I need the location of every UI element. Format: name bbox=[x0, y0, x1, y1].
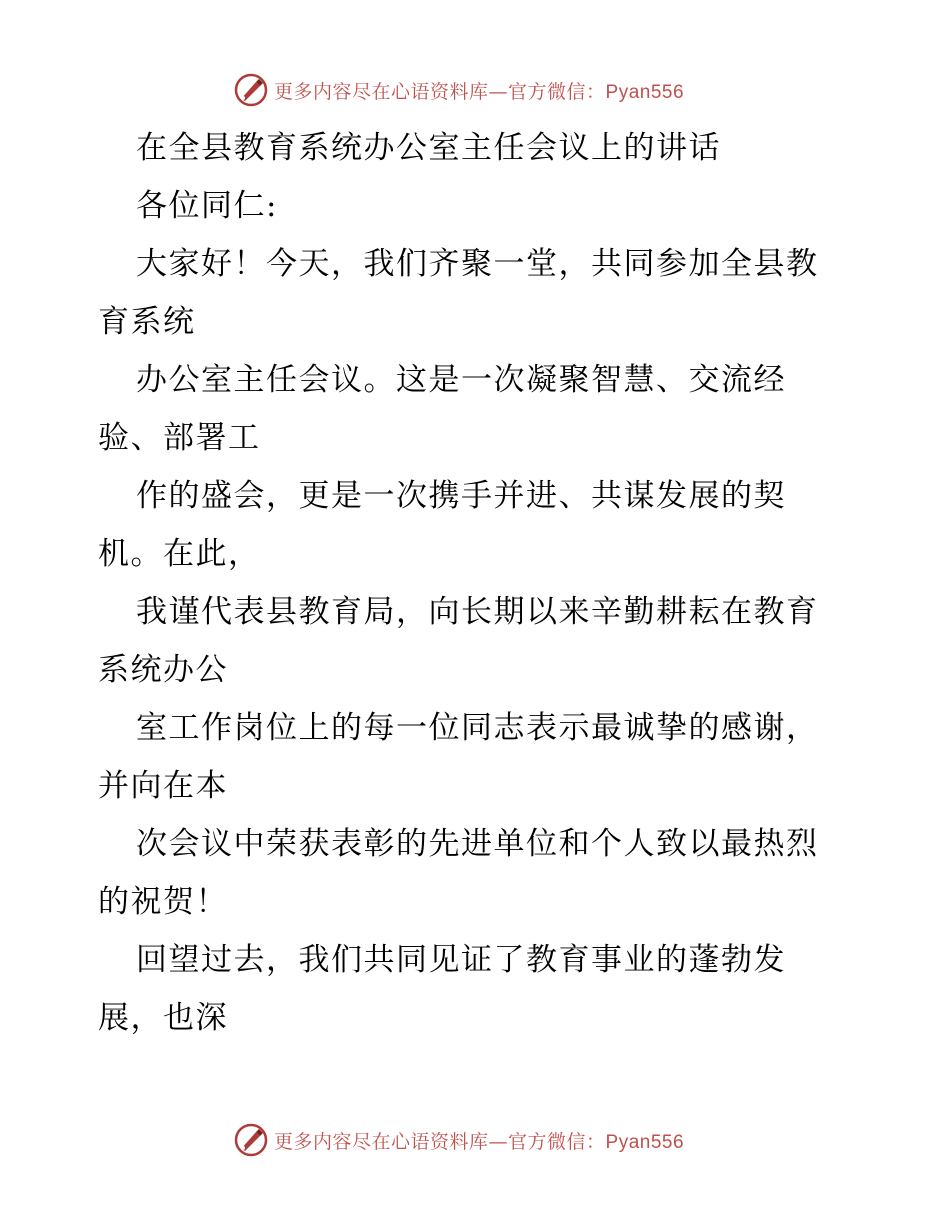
text-line: 作的盛会，更是一次携手并进、共谋发展的契 bbox=[136, 478, 786, 514]
banner-text: 更多内容尽在心语资料库—官方微信：Pyan556 bbox=[274, 80, 685, 103]
text-line: 展，也深 bbox=[98, 1000, 228, 1036]
wechat-id: Pyan556 bbox=[605, 81, 685, 103]
text-line: 机。在此， bbox=[98, 536, 261, 572]
footer-banner bbox=[234, 1120, 754, 1160]
document-title: 在全县教育系统办公室主任会议上的讲话 bbox=[136, 130, 721, 166]
header-banner bbox=[234, 70, 754, 110]
banner-text: 更多内容尽在心语资料库—官方微信：Pyan556 bbox=[274, 1130, 685, 1153]
text-line: 并向在本 bbox=[98, 768, 228, 804]
text-line: 我谨代表县教育局，向长期以来辛勤耕耘在教育 bbox=[136, 594, 819, 630]
text-line: 的祝贺！ bbox=[98, 884, 228, 920]
text-line: 室工作岗位上的每一位同志表示最诚挚的感谢， bbox=[136, 710, 819, 746]
pen-logo-icon bbox=[234, 1123, 268, 1157]
wechat-id: Pyan556 bbox=[605, 1131, 685, 1153]
text-line: 大家好！今天，我们齐聚一堂，共同参加全县教 bbox=[136, 246, 819, 282]
pen-logo-icon bbox=[234, 73, 268, 107]
text-line: 次会议中荣获表彰的先进单位和个人致以最热烈 bbox=[136, 826, 819, 862]
salutation: 各位同仁: bbox=[136, 188, 278, 224]
text-line: 回望过去，我们共同见证了教育事业的蓬勃发 bbox=[136, 942, 786, 978]
text-line: 系统办公 bbox=[98, 652, 228, 688]
text-line: 育系统 bbox=[98, 304, 196, 340]
text-line: 办公室主任会议。这是一次凝聚智慧、交流经 bbox=[136, 362, 786, 398]
text-line: 验、部署工 bbox=[98, 420, 261, 456]
